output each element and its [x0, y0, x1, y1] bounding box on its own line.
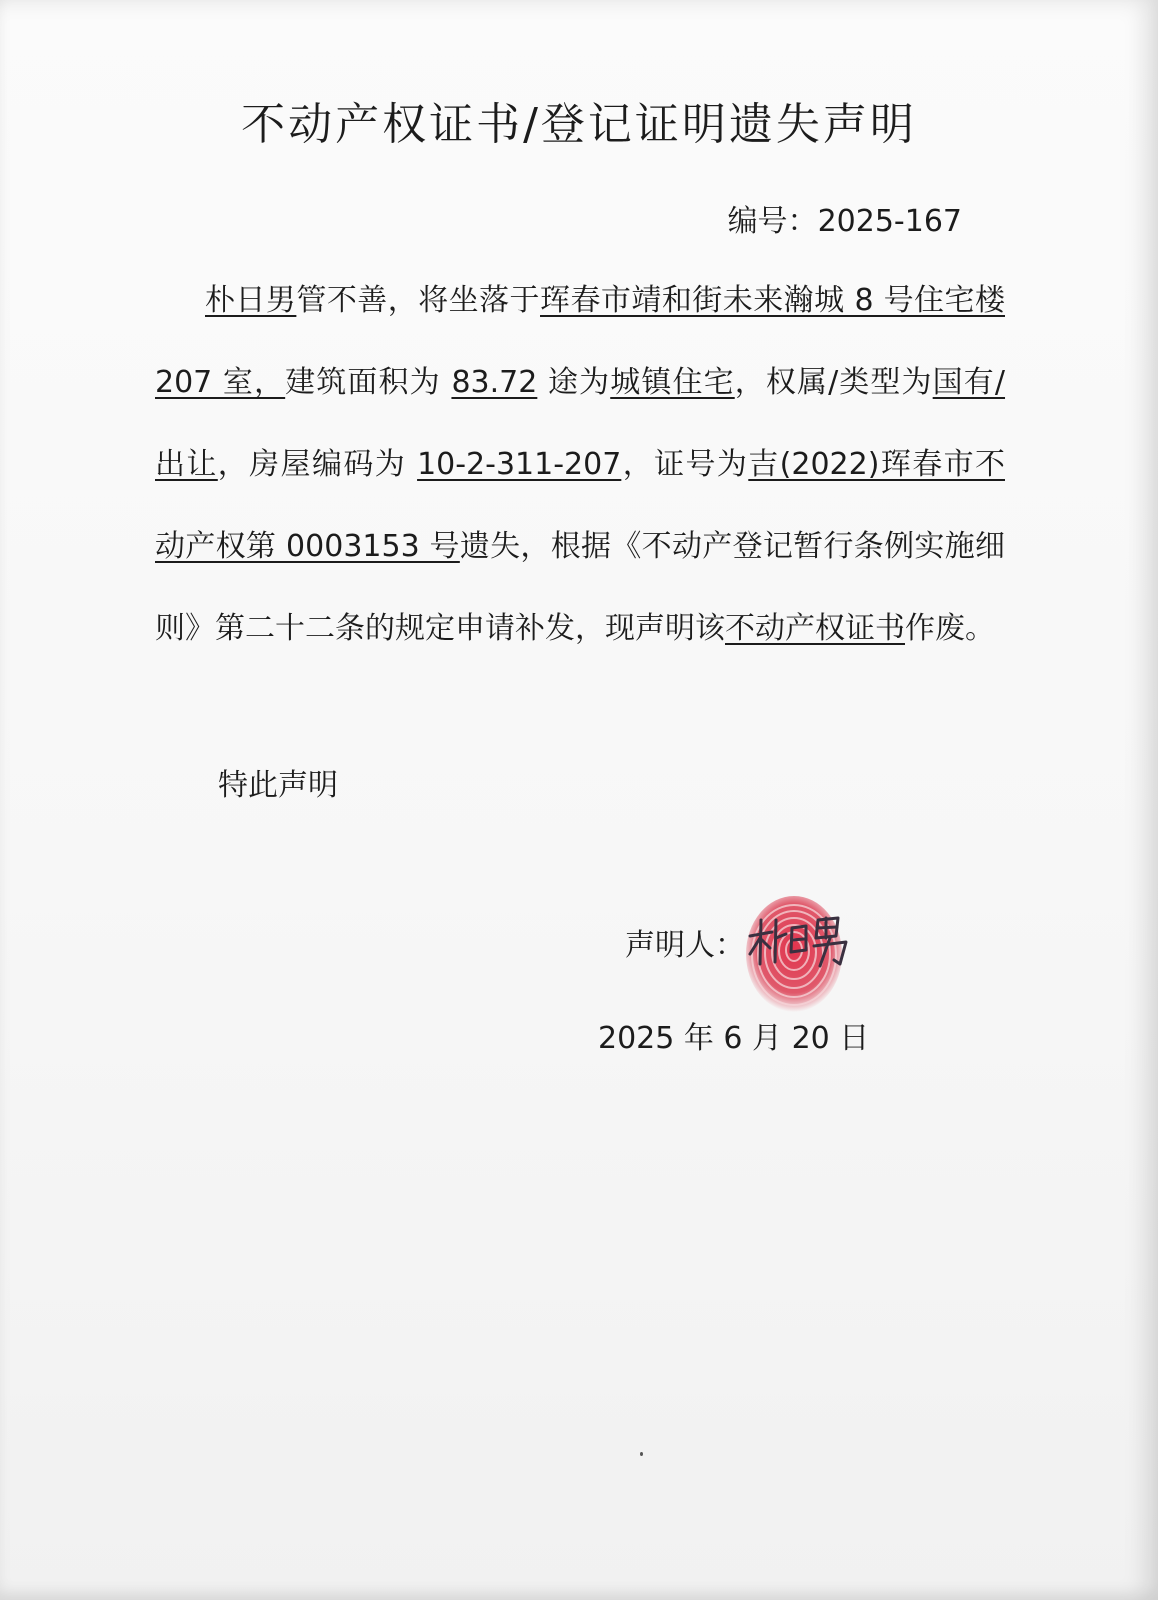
body-text-2: 建筑面积为 [285, 365, 441, 400]
property-usage: 城镇住宅 [610, 365, 735, 400]
serial-label: 编号： [727, 204, 818, 239]
closing-statement: 特此声明 [218, 768, 338, 803]
certificate-number: 吉(2022)珲春市不动产权第 0003153 号 [155, 447, 1005, 564]
serial-number [728, 196, 962, 240]
body-text-6: ，证号为 [621, 447, 749, 482]
ownership-type: 国有/出让 [155, 365, 1006, 482]
body-text-5: ，房屋编码为 [217, 447, 407, 482]
building-area: 83.72 [451, 365, 538, 400]
handwritten-signature [746, 912, 856, 972]
house-code: 10-2-311-207 [417, 447, 622, 482]
document-title: 不动产权证书/登记证明遗失声明 [241, 99, 917, 150]
voided-item: 不动产权证书 [725, 611, 905, 646]
body-text-7: 遗失，根据《不动产登记暂行条例实施细则》第二十二条的规定申请补发，现声明该 [155, 529, 1006, 646]
owner-name: 朴日男 [205, 283, 297, 318]
declaration-date: 2025 年 6 月 20 日 [598, 1021, 870, 1056]
body-text-3: 途为 [547, 365, 611, 400]
declaration-body [155, 260, 1005, 670]
paper-speck [640, 1452, 643, 1456]
serial-value: 2025-167 [817, 204, 962, 239]
property-address: 珲春市靖和街未来瀚城 8 号住宅楼 207 室， [155, 283, 1005, 400]
body-text-8: 作废。 [905, 611, 995, 646]
declarant-label: 声明人： [625, 928, 745, 963]
body-text-4: ，权属/类型为 [734, 365, 933, 400]
body-text-1: 管不善，将坐落于 [296, 283, 541, 318]
